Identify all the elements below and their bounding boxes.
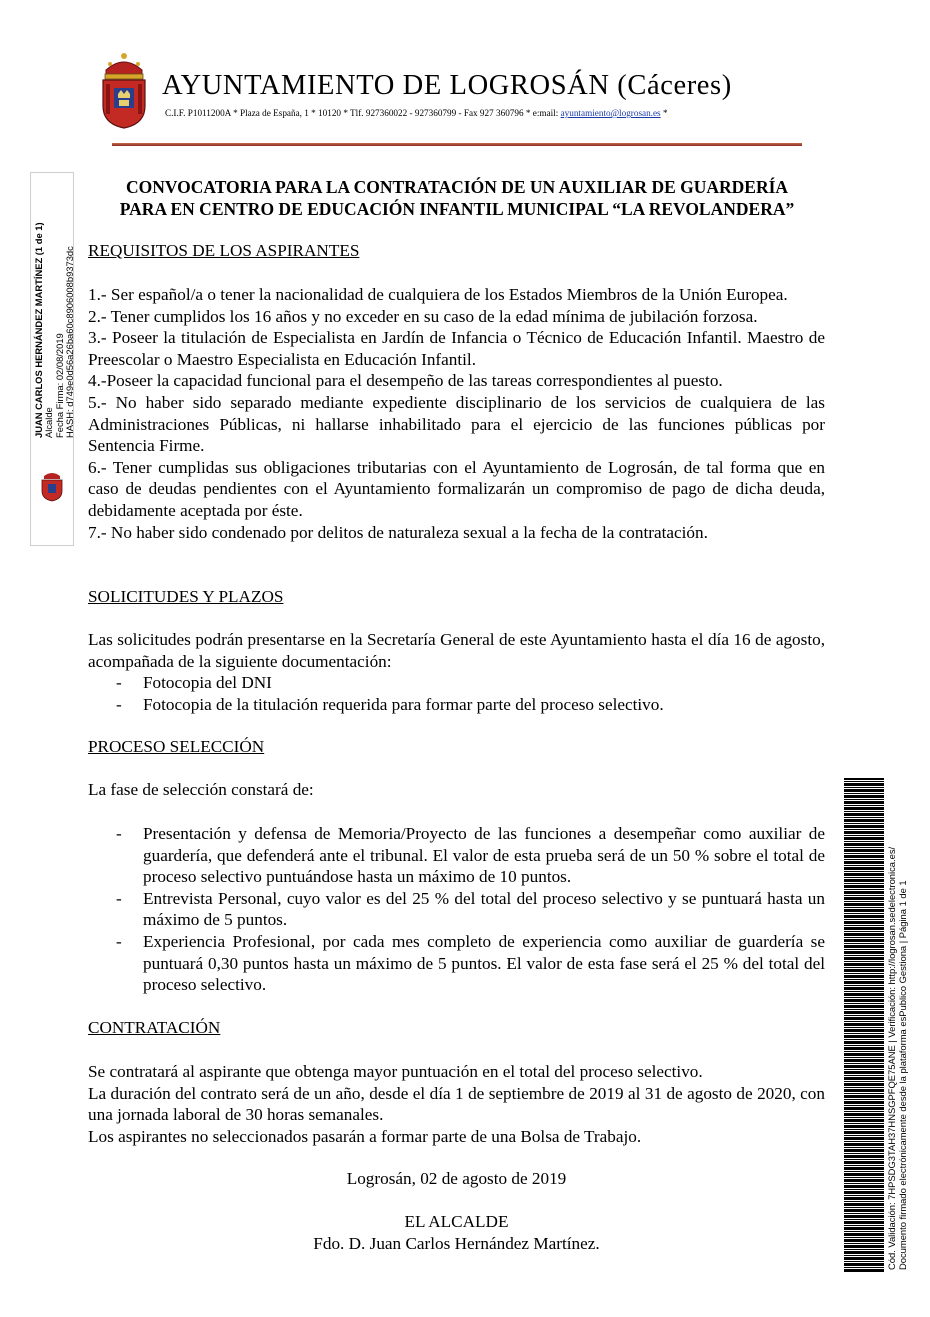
list-item: 2.- Tener cumplidos los 16 años y no exceder en su caso de la edad mínima de jubilación forzosa. — [88, 306, 758, 326]
signer-role-title: EL ALCALDE — [404, 1212, 509, 1231]
section-heading: REQUISITOS DE LOS ASPIRANTES — [88, 241, 360, 260]
signature-hash: HASH: d749e0d56a26ba60c8906008b9373dc — [63, 246, 75, 438]
list-item: 5.- No haber sido separado mediante expediente disciplinario de los servicios de cualquiera de las Administraciones Públicas, ni hallarse inhabilitado para el ejercicio de las funciones públicas por Sentencia Firme. — [88, 392, 825, 456]
criteria-list — [88, 823, 825, 996]
section-heading: PROCESO SELECCIÓN — [88, 737, 265, 756]
document-title — [88, 176, 826, 220]
section-heading: SOLICITUDES Y PLAZOS — [88, 587, 284, 606]
header-divider — [112, 143, 802, 146]
signer-name: JUAN CARLOS HERNÁNDEZ MARTÍNEZ (1 de 1) — [33, 222, 44, 438]
list-item: 7.- No haber sido condenado por delitos de naturaleza sexual a la fecha de la contratación. — [88, 522, 708, 542]
list-item: - Fotocopia de la titulación requerida para formar parte del proceso selectivo. — [116, 694, 664, 714]
title-line: CONVOCATORIA PARA LA CONTRATACIÓN DE UN AUXILIAR DE GUARDERÍA — [125, 177, 789, 197]
bullet-text: Experiencia Profesional, por cada mes completo de experiencia como auxiliar de guardería se puntuará 0,30 puntos hasta un máximo de 5 puntos. El valor de esta fase será el 25 % del total del proceso selectivo. — [143, 931, 825, 995]
requisitos-list — [88, 284, 825, 543]
requisitos-heading — [88, 240, 825, 262]
list-item: - Presentación y defensa de Memoria/Proyecto de las funciones a desempeñar como auxiliar de guardería, que defenderá ante el tribunal. El valor de esta prueba será de un 50 % sobre el total de proceso selectivo puntuándose hasta un máximo de 10 puntos. — [116, 824, 825, 887]
header-contact-line — [165, 109, 668, 118]
contratacion-body — [88, 1061, 825, 1147]
list-item: - Experiencia Profesional, por cada mes completo de experiencia como auxiliar de guardería se puntuará 0,30 puntos hasta un máximo de 5 puntos. El valor de esta fase será el 25 % del total del proceso selectivo. — [116, 931, 825, 995]
proceso-intro — [88, 779, 825, 801]
paragraph: La duración del contrato será de un año, desde el día 1 de septiembre de 2019 al 31 de agosto de 2020, con una jornada laboral de 30 horas semanales. — [88, 1083, 825, 1125]
bullet-text: Presentación y defensa de Memoria/Proyecto de las funciones a desempeñar como auxiliar de guardería, que defenderá ante el tribunal. El valor de esta prueba será de un 50 % sobre el total de proceso selectivo puntuándose hasta un máximo de 10 puntos. — [143, 824, 825, 887]
proceso-heading — [88, 736, 825, 758]
validation-code: Cód. Validación: 7HPSDG3TAH37HNSGPFQE75ANE | Verificación: http://logrosan.sedelectronica.es/ — [886, 846, 897, 1270]
list-item: - Fotocopia del DNI — [116, 673, 272, 693]
documents-list — [88, 672, 825, 715]
validation-platform: Documento firmado electrónicamente desde la plataforma esPublico Gestiona | Página 1 de 1 — [896, 880, 908, 1270]
signature-date: Fecha Firma: 02/08/2019 — [53, 333, 65, 438]
list-item: 4.-Poseer la capacidad funcional para el desempeño de las tareas correspondientes al puesto. — [88, 371, 723, 391]
barcode-icon — [844, 778, 884, 1272]
paragraph: Las solicitudes podrán presentarse en la Secretaría General de este Ayuntamiento hasta el día 16 de agosto, acompañada de la siguiente documentación: — [88, 630, 825, 671]
list-item: - Entrevista Personal, cuyo valor es del 25 % del total del proceso selectivo y se puntuará hasta un máximo de 5 puntos. — [116, 888, 825, 930]
email-link[interactable]: ayuntamiento@logrosan.es — [560, 108, 661, 118]
list-item: 1.- Ser español/a o tener la nacionalidad de cualquiera de los Estados Miembros de la Unión Europea. — [88, 285, 788, 304]
solicitudes-heading — [88, 586, 825, 608]
signer-role: Alcalde — [43, 407, 55, 438]
contact-end: * — [660, 108, 668, 118]
municipality-title: AYUNTAMIENTO DE LOGROSÁN (Cáceres) — [162, 70, 732, 101]
coat-of-arms-logo — [98, 50, 150, 130]
seal-icon — [39, 470, 65, 502]
paragraph: Se contratará al aspirante que obtenga mayor puntuación en el total del proceso selectivo. — [88, 1062, 703, 1081]
place-date: Logrosán, 02 de agosto de 2019 — [346, 1169, 567, 1188]
bullet-text: Entrevista Personal, cuyo valor es del 25 % del total del proceso selectivo y se puntuará hasta un máximo de 5 puntos. — [143, 888, 825, 930]
section-heading: CONTRATACIÓN — [88, 1018, 221, 1037]
paragraph: La fase de selección constará de: — [88, 780, 314, 799]
validation-text — [887, 750, 908, 1270]
list-item: 3.- Poseer la titulación de Especialista en Jardín de Infancia o Técnico de Educación Infantil. Maestro de Preescolar o Maestro Especialista en Educación Infantil. — [88, 328, 825, 369]
contact-details: C.I.F. P1011200A * Plaza de España, 1 * 10120 * Tlf. 927360022 - 927360799 - Fax 927 360796 * e:mail: — [165, 108, 561, 118]
bullet-text: Fotocopia del DNI — [143, 673, 272, 693]
contratacion-heading — [88, 1017, 825, 1039]
list-item: 6.- Tener cumplidas sus obligaciones tributarias con el Ayuntamiento de Logrosán, de tal forma que en caso de deudas pendientes con el Ayuntamiento formalizarán un compromiso de pago de dicha deuda, debidamente aceptada por éste. — [88, 457, 825, 520]
title-line: PARA EN CENTRO DE EDUCACIÓN INFANTIL MUNICIPAL “LA REVOLANDERA” — [119, 199, 795, 219]
paragraph: Los aspirantes no seleccionados pasarán a formar parte de una Bolsa de Trabajo. — [88, 1126, 642, 1146]
solicitudes-body — [88, 629, 825, 715]
proceso-list — [88, 823, 825, 996]
signer-signature: Fdo. D. Juan Carlos Hernández Martínez. — [313, 1234, 600, 1253]
bullet-text: Fotocopia de la titulación requerida para formar parte del proceso selectivo. — [143, 694, 664, 714]
signature-text — [34, 138, 75, 438]
